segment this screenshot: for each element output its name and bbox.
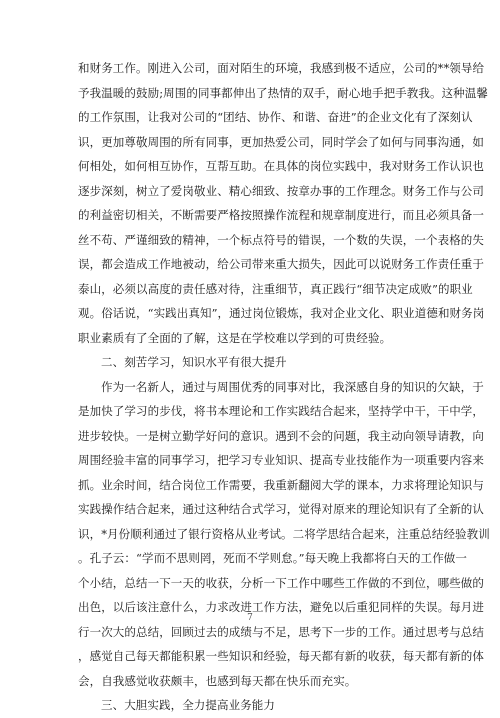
paragraph-line: 误，都会造成工作地被动，给公司带来重大损失，因此可以说财务工作责任重于: [78, 257, 484, 271]
paragraph-line: 个小结，总结一下一天的收获，分析一下工作中哪些工作做的不到位，哪些做的: [78, 575, 484, 590]
paragraph-1: [78, 56, 488, 350]
paragraph-line: 的工作氛围，让我对公司的“团结、协作、和谐、奋进”的企业文化有了深刻认: [78, 110, 473, 124]
paragraph-line: 和财务工作。刚进入公司，面对陌生的环境，我感到极不适应，公司的**领导给: [78, 61, 485, 75]
paragraph-line: 。孔子云：“学而不思则罔，死而不学则怠。”每天晚上我都将白天的工作做一: [78, 551, 468, 565]
paragraph-line: 职业素质有了全面的了解，这是在学校难以学到的可贵经验。: [78, 330, 392, 345]
paragraph-line: 逐步深刻，树立了爱岗敬业、精心细致、按章办事的工作理念。财务工作与公司: [78, 183, 484, 198]
paragraph-line: 泰山，必须以高度的责任感对待，注重细节，真正践行“细节决定成败”的职业: [78, 281, 473, 296]
paragraph-line: 何相处，如何相互协作，互帮互助。在具体的岗位实践中，我对财务工作认识也: [78, 159, 484, 173]
paragraph-line: 识，*月份顺利通过了银行资格从业考试。二将学思结合起来，注重总结经验教训: [78, 526, 490, 541]
paragraph-line: 是加快了学习的步伐，将书本理论和工作实践结合起来，坚持学中干，干中学，: [78, 404, 484, 418]
paragraph-line: 的利益密切相关，不断需要严格按照操作流程和规章制度进行，而且必须具备一: [78, 208, 484, 222]
paragraph-line: 会，自我感觉收获颇丰，也感到每天都在快乐而充实。: [78, 673, 357, 688]
paragraph-line: 识，更加尊敬周围的所有同事，更加热爱公司，同时学会了如何与同事沟通，如: [78, 134, 484, 149]
section-heading-2: 二、刻苦学习，知识水平有很大提升: [101, 355, 287, 369]
paragraph-line: 作为一名新人，通过与周围优秀的同事对比，我深感自身的知识的欠缺，于: [101, 379, 484, 394]
paragraph-line: 行一次大的总结，回顾过去的成绩与不足，思考下一步的工作。通过思考与总结: [78, 624, 484, 639]
page-number: 7: [247, 613, 253, 623]
paragraph-2: [78, 375, 490, 694]
paragraph-line: 进步较快。一是树立勤学好问的意识。遇到不会的问题，我主动向领导请教，向: [78, 428, 484, 443]
paragraph-line: 抓。业余时间，结合岗位工作需要，我重新翻阅大学的课本，力求将理论知识与: [78, 477, 484, 492]
paragraph-line: 实践操作结合起来，通过这种结合式学习，觉得对原来的理论知识有了全新的认: [78, 502, 484, 516]
paragraph-line: ，感觉自己每天都能积累一些知识和经验，每天都有新的收获，每天都有新的体: [78, 649, 484, 663]
paragraph-line: 周围经验丰富的同事学习，把学习专业知识、提高专业技能作为一项重要内容来: [78, 453, 484, 467]
paragraph-line: 出色，以后该注意什么，力求改进工作方法，避免以后重犯同样的失误。每月进: [78, 600, 484, 614]
paragraph-line: 予我温暖的鼓励;周围的同事都伸出了热情的双手，耐心地手把手教我。这种温馨: [78, 85, 488, 100]
section-heading-3: 三、大胆实践，全力提高业务能力: [101, 698, 275, 712]
paragraph-line: 观。俗话说，“实践出真知”，通过岗位锻炼，我对企业文化、职业道德和财务岗: [78, 306, 485, 320]
paragraph-line: 丝不苟、严谨细致的精神，一个标点符号的错误，一个数的失误，一个表格的失: [78, 232, 484, 247]
